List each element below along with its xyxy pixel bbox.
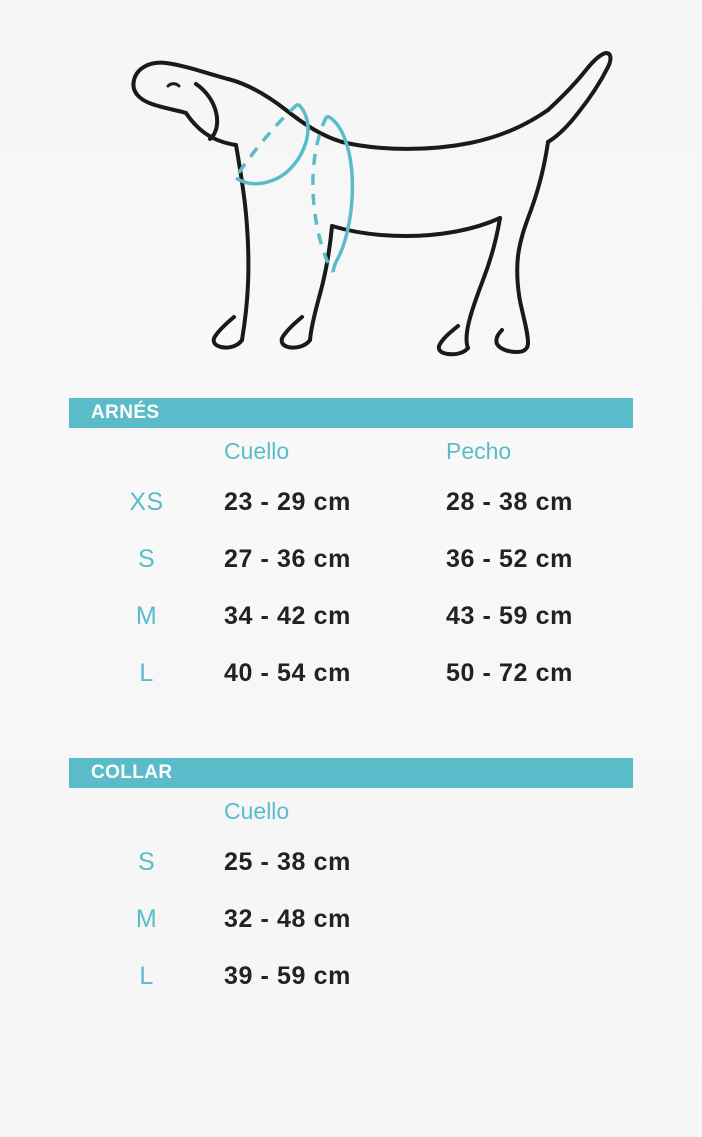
harness-table-title: ARNÉS [91, 402, 160, 423]
table-row [69, 588, 668, 645]
collar-col-cuello: Cuello [224, 797, 290, 824]
dog-measurement-illustration [0, 18, 702, 388]
harness-col-pecho: Pecho [446, 437, 512, 464]
harness-row-2-pecho: 43 - 59 cm [446, 602, 573, 630]
collar-row-1-empty [446, 891, 668, 948]
collar-table-title: COLLAR [91, 762, 173, 783]
table-row [69, 645, 668, 702]
table-row [69, 474, 668, 531]
collar-row-0-size: S [137, 848, 156, 876]
table-row [69, 891, 668, 948]
size-tables [0, 398, 702, 1005]
collar-row-0-cuello: 25 - 38 cm [224, 848, 351, 876]
collar-table-head-row [69, 788, 668, 834]
collar-size-table [69, 788, 668, 1005]
collar-row-1-size: M [135, 905, 158, 933]
collar-row-2-empty [446, 948, 668, 1005]
harness-row-1-cuello: 27 - 36 cm [224, 545, 351, 573]
table-row [69, 834, 668, 891]
table-row [69, 948, 668, 1005]
harness-row-3-pecho: 50 - 72 cm [446, 659, 573, 687]
harness-row-0-pecho: 28 - 38 cm [446, 488, 573, 516]
collar-row-1-cuello: 32 - 48 cm [224, 905, 351, 933]
table-spacer [0, 702, 702, 758]
harness-table-header [69, 398, 633, 428]
harness-size-table [69, 428, 668, 702]
collar-row-2-cuello: 39 - 59 cm [224, 962, 351, 990]
collar-table-block [0, 758, 702, 1005]
collar-row-0-empty [446, 834, 668, 891]
harness-row-3-size: L [139, 659, 154, 687]
collar-row-2-size: L [139, 962, 154, 990]
collar-col-size [69, 788, 224, 834]
collar-col-empty [446, 788, 668, 834]
harness-row-1-size: S [137, 545, 156, 573]
harness-row-1-pecho: 36 - 52 cm [446, 545, 573, 573]
harness-row-0-cuello: 23 - 29 cm [224, 488, 351, 516]
harness-row-2-size: M [135, 602, 158, 630]
harness-row-3-cuello: 40 - 54 cm [224, 659, 351, 687]
table-row [69, 531, 668, 588]
harness-col-cuello: Cuello [224, 437, 290, 464]
dog-outline-svg [0, 18, 702, 388]
harness-row-2-cuello: 34 - 42 cm [224, 602, 351, 630]
harness-table-head-row [69, 428, 668, 474]
harness-row-0-size: XS [129, 488, 164, 516]
harness-col-size [69, 428, 224, 474]
collar-table-header [69, 758, 633, 788]
harness-table-block [0, 398, 702, 702]
